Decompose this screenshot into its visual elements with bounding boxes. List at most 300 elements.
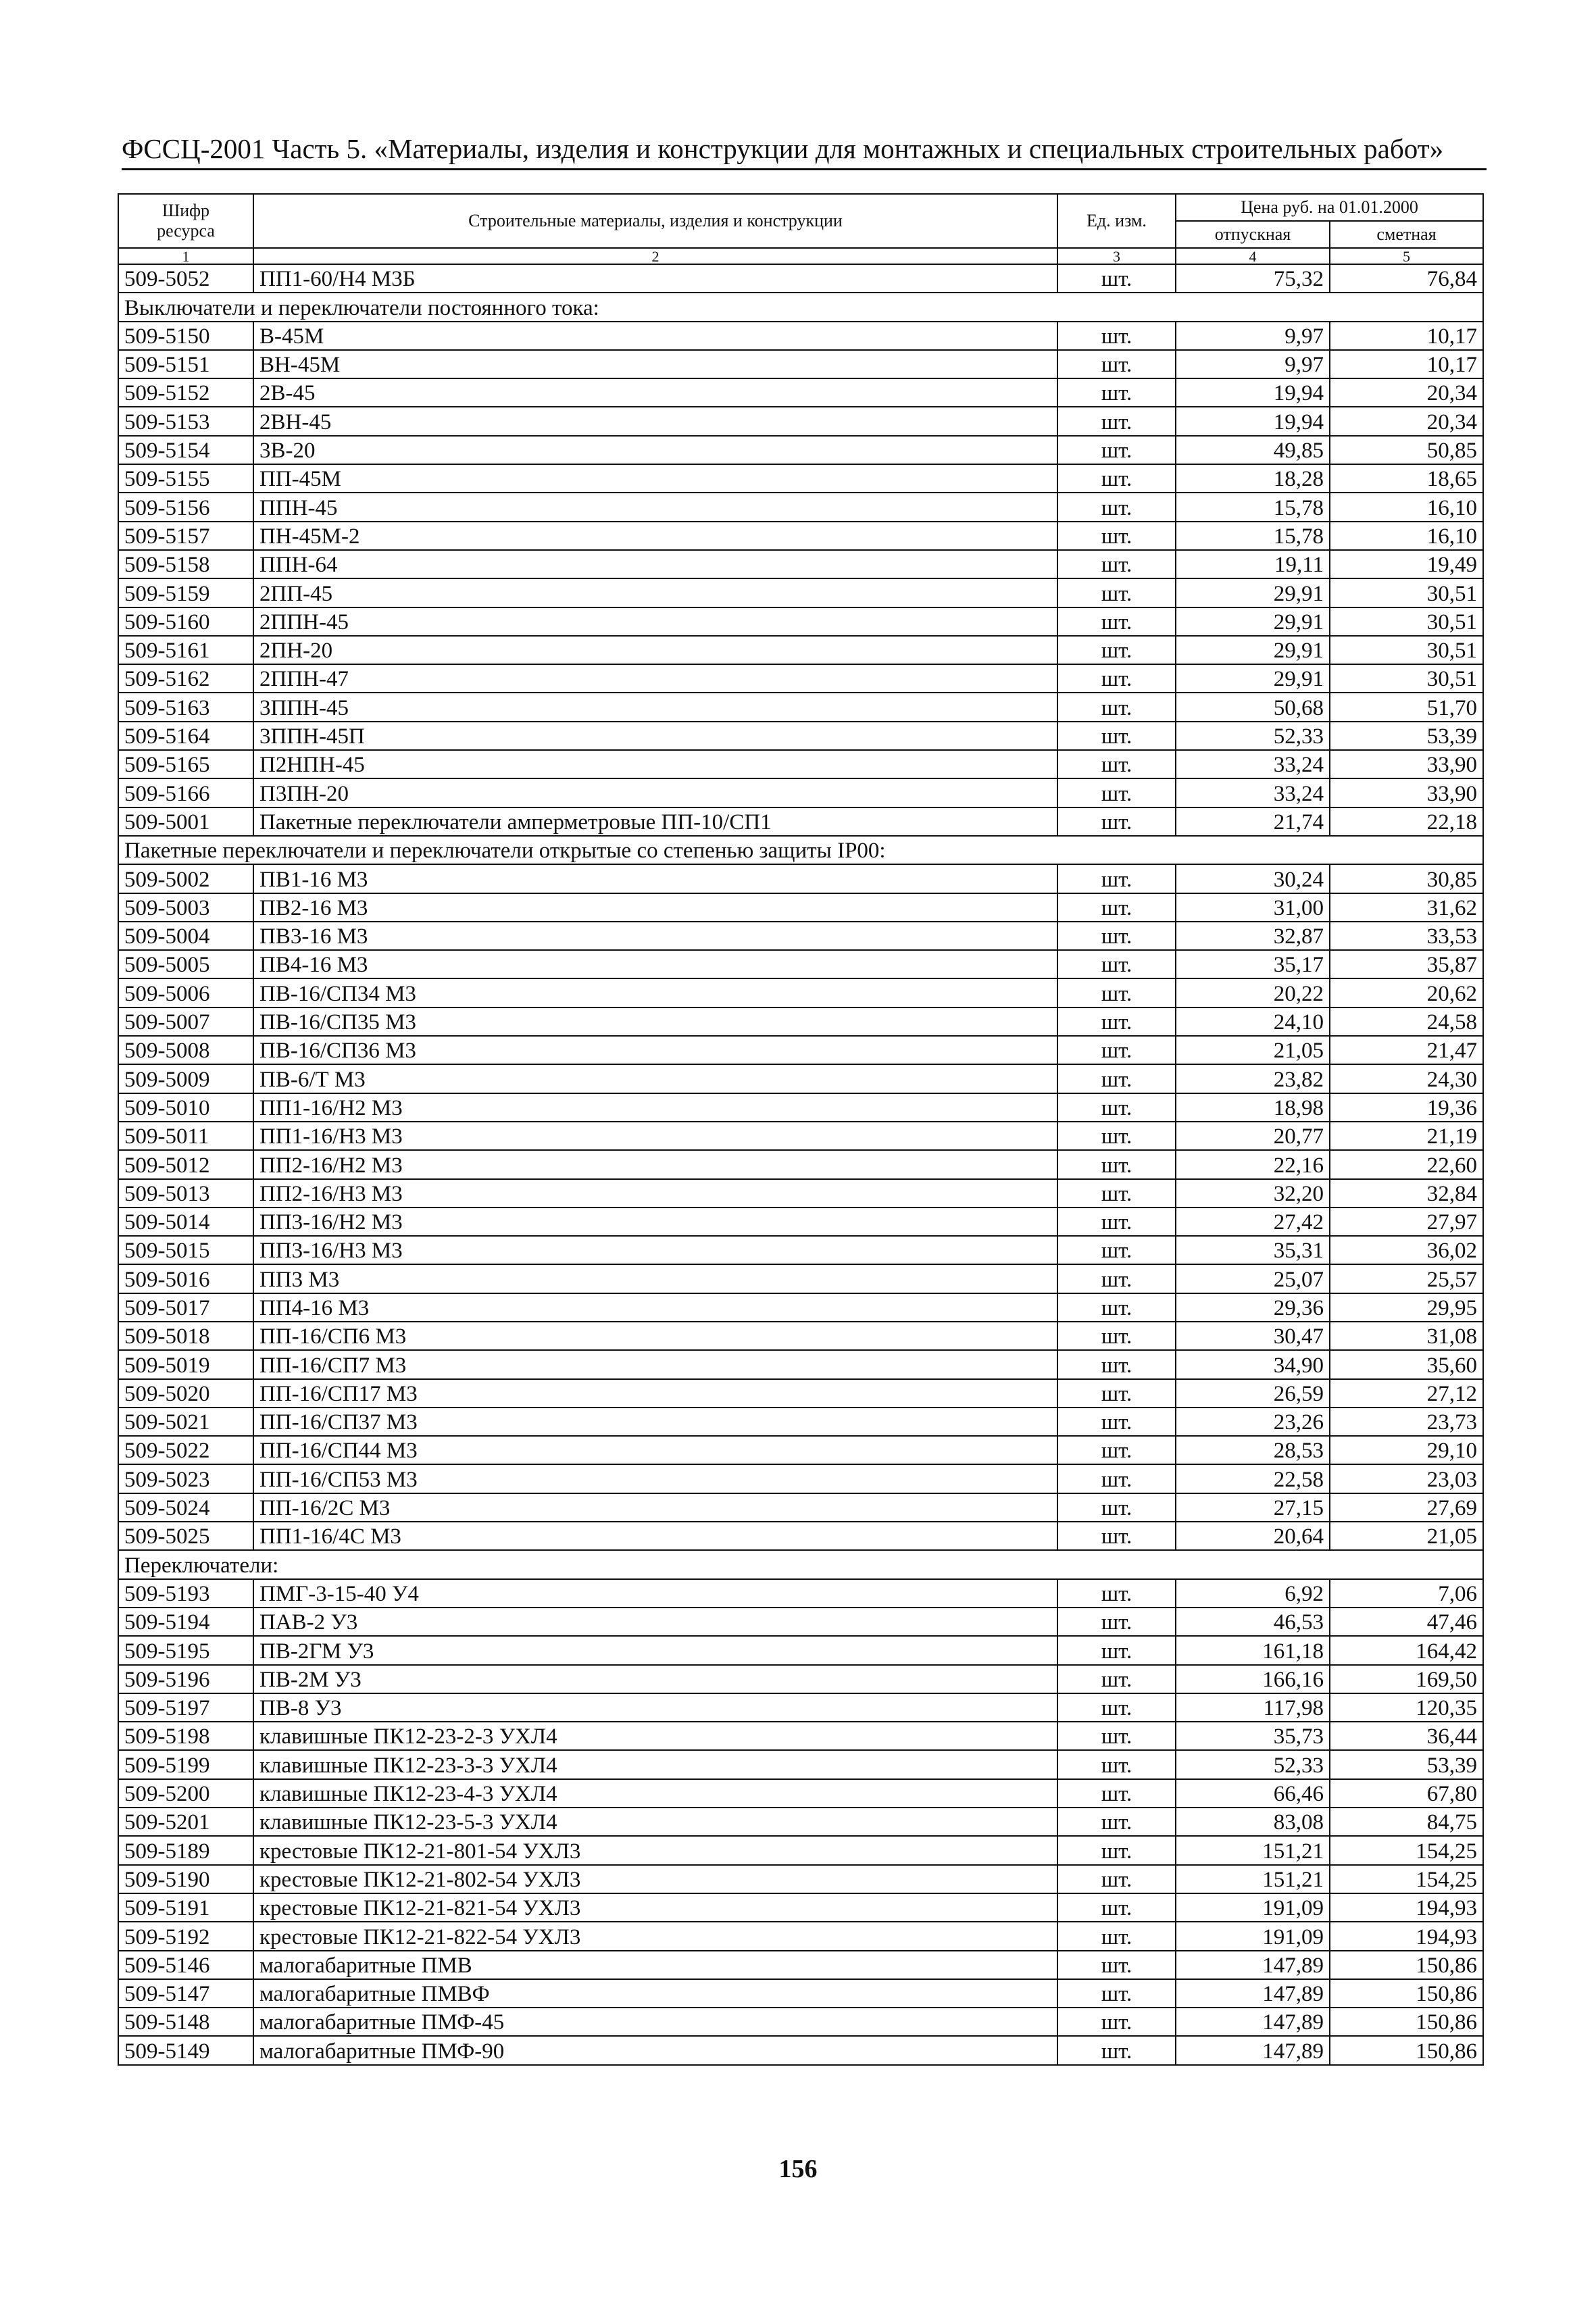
header-code: Шифр ресурса [118, 194, 253, 248]
resource-code: 509-5001 [118, 807, 253, 836]
estimate-price: 67,80 [1330, 1779, 1483, 1808]
table-row [118, 550, 1483, 578]
table-row [118, 1379, 1483, 1408]
estimate-price: 29,95 [1330, 1293, 1483, 1322]
resource-code: 509-5052 [118, 264, 253, 293]
resource-code: 509-5002 [118, 864, 253, 893]
resource-name: ПП-45М [253, 464, 1057, 493]
release-price: 147,89 [1176, 2036, 1330, 2064]
estimate-price: 24,58 [1330, 1007, 1483, 1036]
resource-name: ППН-64 [253, 550, 1057, 578]
resource-name: ПВ-16/СП35 М3 [253, 1007, 1057, 1036]
resource-code: 509-5010 [118, 1093, 253, 1122]
release-price: 31,00 [1176, 893, 1330, 922]
resource-name: ПП1-60/Н4 М3Б [253, 264, 1057, 293]
unit-cell: шт. [1057, 778, 1176, 807]
unit-cell: шт. [1057, 1779, 1176, 1808]
release-price: 25,07 [1176, 1264, 1330, 1293]
column-number: 5 [1330, 248, 1483, 264]
unit-cell: шт. [1057, 1036, 1176, 1064]
release-price: 22,16 [1176, 1150, 1330, 1178]
unit-cell: шт. [1057, 436, 1176, 464]
resource-name: 3ППН-45 [253, 693, 1057, 721]
estimate-price: 50,85 [1330, 436, 1483, 464]
release-price: 161,18 [1176, 1636, 1330, 1664]
unit-cell: шт. [1057, 1865, 1176, 1893]
resource-code: 509-5006 [118, 978, 253, 1007]
unit-cell: шт. [1057, 1264, 1176, 1293]
column-number: 1 [118, 248, 253, 264]
estimate-price: 194,93 [1330, 1893, 1483, 1922]
section-row [118, 293, 1483, 321]
header-name: Строительные материалы, изделия и конструкции [253, 194, 1057, 248]
estimate-price: 33,90 [1330, 750, 1483, 778]
unit-cell: шт. [1057, 1379, 1176, 1408]
header-rule [122, 168, 1487, 170]
release-price: 35,73 [1176, 1722, 1330, 1750]
unit-cell: шт. [1057, 1093, 1176, 1122]
table-row [118, 1808, 1483, 1836]
resource-code: 509-5024 [118, 1493, 253, 1522]
estimate-price: 25,57 [1330, 1264, 1483, 1293]
table-row [118, 1750, 1483, 1778]
release-price: 35,31 [1176, 1236, 1330, 1264]
release-price: 151,21 [1176, 1836, 1330, 1864]
table-row [118, 1208, 1483, 1236]
unit-cell: шт. [1057, 1922, 1176, 1950]
resource-code: 509-5008 [118, 1036, 253, 1064]
resource-name: ПП3-16/Н2 М3 [253, 1208, 1057, 1236]
table-row [118, 864, 1483, 893]
release-price: 28,53 [1176, 1436, 1330, 1464]
estimate-price: 19,36 [1330, 1093, 1483, 1122]
table-row [118, 1493, 1483, 1522]
resource-code: 509-5015 [118, 1236, 253, 1264]
resource-name: 2ВН-45 [253, 407, 1057, 435]
release-price: 117,98 [1176, 1693, 1330, 1722]
release-price: 23,26 [1176, 1408, 1330, 1436]
table-row [118, 664, 1483, 693]
unit-cell: шт. [1057, 950, 1176, 978]
resource-code: 509-5191 [118, 1893, 253, 1922]
resource-code: 509-5163 [118, 693, 253, 721]
unit-cell: шт. [1057, 636, 1176, 664]
release-price: 66,46 [1176, 1779, 1330, 1808]
unit-cell: шт. [1057, 493, 1176, 521]
estimate-price: 30,85 [1330, 864, 1483, 893]
release-price: 29,91 [1176, 607, 1330, 636]
resource-name: ПП-16/СП37 М3 [253, 1408, 1057, 1436]
unit-cell: шт. [1057, 1951, 1176, 1979]
estimate-price: 19,49 [1330, 550, 1483, 578]
resource-name: малогабаритные ПМВФ [253, 1979, 1057, 2008]
resource-code: 509-5161 [118, 636, 253, 664]
table-row [118, 407, 1483, 435]
resource-code: 509-5156 [118, 493, 253, 521]
estimate-price: 154,25 [1330, 1836, 1483, 1864]
release-price: 32,20 [1176, 1179, 1330, 1208]
resource-code: 509-5148 [118, 2008, 253, 2036]
estimate-price: 154,25 [1330, 1865, 1483, 1893]
resource-code: 509-5021 [118, 1408, 253, 1436]
release-price: 6,92 [1176, 1579, 1330, 1608]
estimate-price: 30,51 [1330, 664, 1483, 693]
table-row [118, 607, 1483, 636]
estimate-price: 21,47 [1330, 1036, 1483, 1064]
estimate-price: 27,69 [1330, 1493, 1483, 1522]
section-title: Выключатели и переключатели постоянного тока: [118, 293, 1483, 321]
table-row [118, 778, 1483, 807]
release-price: 21,05 [1176, 1036, 1330, 1064]
resource-name: В-45М [253, 322, 1057, 350]
unit-cell: шт. [1057, 522, 1176, 550]
unit-cell: шт. [1057, 1493, 1176, 1522]
table-row [118, 1579, 1483, 1608]
release-price: 30,47 [1176, 1322, 1330, 1350]
table-row [118, 1408, 1483, 1436]
estimate-price: 150,86 [1330, 1979, 1483, 2008]
resource-code: 509-5197 [118, 1693, 253, 1722]
table-row [118, 1636, 1483, 1664]
release-price: 33,24 [1176, 778, 1330, 807]
resource-name: малогабаритные ПМВ [253, 1951, 1057, 1979]
resource-name: ПП3-16/Н3 М3 [253, 1236, 1057, 1264]
table-row [118, 1122, 1483, 1150]
resource-name: 3В-20 [253, 436, 1057, 464]
resource-name: ПП-16/СП7 М3 [253, 1350, 1057, 1378]
resource-code: 509-5149 [118, 2036, 253, 2064]
resource-code: 509-5165 [118, 750, 253, 778]
unit-cell: шт. [1057, 1808, 1176, 1836]
estimate-price: 21,19 [1330, 1122, 1483, 1150]
resource-name: ПП-16/2С М3 [253, 1493, 1057, 1522]
resource-name: клавишные ПК12-23-5-3 УХЛ4 [253, 1808, 1057, 1836]
table-body [118, 264, 1483, 2065]
release-price: 22,58 [1176, 1464, 1330, 1493]
resource-name: ПП1-16/4С М3 [253, 1522, 1057, 1550]
header-unit: Ед. изм. [1057, 194, 1176, 248]
resource-code: 509-5025 [118, 1522, 253, 1550]
resource-name: ПВ3-16 М3 [253, 922, 1057, 950]
resource-code: 509-5193 [118, 1579, 253, 1608]
unit-cell: шт. [1057, 1236, 1176, 1264]
unit-cell: шт. [1057, 664, 1176, 693]
release-price: 83,08 [1176, 1808, 1330, 1836]
table-row [118, 522, 1483, 550]
section-title: Пакетные переключатели и переключатели открытые со степенью защиты IP00: [118, 836, 1483, 864]
table-row [118, 1264, 1483, 1293]
table-row [118, 1979, 1483, 2008]
unit-cell: шт. [1057, 1122, 1176, 1150]
table-row [118, 436, 1483, 464]
unit-cell: шт. [1057, 864, 1176, 893]
resource-code: 509-5192 [118, 1922, 253, 1950]
table-row [118, 950, 1483, 978]
estimate-price: 24,30 [1330, 1064, 1483, 1093]
table-row [118, 1464, 1483, 1493]
unit-cell: шт. [1057, 750, 1176, 778]
estimate-price: 31,62 [1330, 893, 1483, 922]
resource-code: 509-5155 [118, 464, 253, 493]
unit-cell: шт. [1057, 1636, 1176, 1664]
release-price: 46,53 [1176, 1608, 1330, 1636]
resource-code: 509-5153 [118, 407, 253, 435]
resource-code: 509-5198 [118, 1722, 253, 1750]
unit-cell: шт. [1057, 1350, 1176, 1378]
resource-code: 509-5200 [118, 1779, 253, 1808]
table-row [118, 922, 1483, 950]
table-row [118, 1179, 1483, 1208]
resource-name: клавишные ПК12-23-2-3 УХЛ4 [253, 1722, 1057, 1750]
table-row [118, 2036, 1483, 2064]
resource-code: 509-5157 [118, 522, 253, 550]
table-row [118, 1865, 1483, 1893]
resource-code: 509-5195 [118, 1636, 253, 1664]
resource-name: ВН-45М [253, 350, 1057, 378]
estimate-price: 169,50 [1330, 1665, 1483, 1693]
table-row [118, 1722, 1483, 1750]
estimate-price: 84,75 [1330, 1808, 1483, 1836]
table-row [118, 1693, 1483, 1722]
estimate-price: 7,06 [1330, 1579, 1483, 1608]
table-row [118, 978, 1483, 1007]
resource-code: 509-5016 [118, 1264, 253, 1293]
table-row [118, 1293, 1483, 1322]
table-head [118, 194, 1483, 264]
table-row [118, 1779, 1483, 1808]
release-price: 191,09 [1176, 1893, 1330, 1922]
resource-name: ПВ-2М У3 [253, 1665, 1057, 1693]
release-price: 26,59 [1176, 1379, 1330, 1408]
resource-name: ПП4-16 М3 [253, 1293, 1057, 1322]
column-number: 2 [253, 248, 1057, 264]
resource-name: ПП2-16/Н2 М3 [253, 1150, 1057, 1178]
resource-code: 509-5189 [118, 1836, 253, 1864]
release-price: 75,32 [1176, 264, 1330, 293]
resource-name: ПВ-16/СП36 М3 [253, 1036, 1057, 1064]
section-title: Переключатели: [118, 1550, 1483, 1578]
release-price: 35,17 [1176, 950, 1330, 978]
table-row [118, 1522, 1483, 1550]
table-row [118, 1322, 1483, 1350]
estimate-price: 150,86 [1330, 1951, 1483, 1979]
release-price: 29,91 [1176, 578, 1330, 607]
estimate-price: 16,10 [1330, 493, 1483, 521]
table-row [118, 893, 1483, 922]
unit-cell: шт. [1057, 1293, 1176, 1322]
table-row [118, 578, 1483, 607]
table-row [118, 750, 1483, 778]
resource-code: 509-5005 [118, 950, 253, 978]
resource-name: ПП-16/СП6 М3 [253, 1322, 1057, 1350]
release-price: 24,10 [1176, 1007, 1330, 1036]
resource-code: 509-5009 [118, 1064, 253, 1093]
resource-name: ППН-45 [253, 493, 1057, 521]
resource-name: крестовые ПК12-21-822-54 УХЛ3 [253, 1922, 1057, 1950]
estimate-price: 22,18 [1330, 807, 1483, 836]
unit-cell: шт. [1057, 264, 1176, 293]
resource-name: ПВ4-16 М3 [253, 950, 1057, 978]
estimate-price: 27,12 [1330, 1379, 1483, 1408]
estimate-price: 76,84 [1330, 264, 1483, 293]
resource-code: 509-5151 [118, 350, 253, 378]
section-row [118, 1550, 1483, 1578]
table-row [118, 1236, 1483, 1264]
release-price: 19,94 [1176, 378, 1330, 407]
estimate-price: 20,34 [1330, 378, 1483, 407]
release-price: 29,91 [1176, 664, 1330, 693]
resource-name: малогабаритные ПМФ-45 [253, 2008, 1057, 2036]
release-price: 29,36 [1176, 1293, 1330, 1322]
estimate-price: 23,03 [1330, 1464, 1483, 1493]
unit-cell: шт. [1057, 1007, 1176, 1036]
resource-name: ПН-45М-2 [253, 522, 1057, 550]
release-price: 19,11 [1176, 550, 1330, 578]
table-row [118, 1436, 1483, 1464]
release-price: 151,21 [1176, 1865, 1330, 1893]
resource-name: 2ППН-45 [253, 607, 1057, 636]
resource-code: 509-5023 [118, 1464, 253, 1493]
resource-name: ПВ-8 У3 [253, 1693, 1057, 1722]
unit-cell: шт. [1057, 322, 1176, 350]
release-price: 147,89 [1176, 2008, 1330, 2036]
estimate-price: 23,73 [1330, 1408, 1483, 1436]
estimate-price: 29,10 [1330, 1436, 1483, 1464]
unit-cell: шт. [1057, 607, 1176, 636]
resource-name: ПП-16/СП44 М3 [253, 1436, 1057, 1464]
resource-code: 509-5152 [118, 378, 253, 407]
resource-code: 509-5190 [118, 1865, 253, 1893]
page-number: 156 [778, 2155, 818, 2183]
resource-name: 2В-45 [253, 378, 1057, 407]
unit-cell: шт. [1057, 978, 1176, 1007]
unit-cell: шт. [1057, 2008, 1176, 2036]
resource-name: Пакетные переключатели амперметровые ПП-10/СП1 [253, 807, 1057, 836]
resource-name: крестовые ПК12-21-821-54 УХЛ3 [253, 1893, 1057, 1922]
unit-cell: шт. [1057, 1179, 1176, 1208]
estimate-price: 51,70 [1330, 693, 1483, 721]
table-row [118, 264, 1483, 293]
release-price: 147,89 [1176, 1979, 1330, 2008]
release-price: 15,78 [1176, 493, 1330, 521]
unit-cell: шт. [1057, 693, 1176, 721]
release-price: 20,77 [1176, 1122, 1330, 1150]
resource-name: 2ППН-47 [253, 664, 1057, 693]
resource-name: ПП1-16/Н2 М3 [253, 1093, 1057, 1122]
release-price: 52,33 [1176, 722, 1330, 750]
unit-cell: шт. [1057, 1436, 1176, 1464]
unit-cell: шт. [1057, 1665, 1176, 1693]
resource-code: 509-5018 [118, 1322, 253, 1350]
release-price: 30,24 [1176, 864, 1330, 893]
estimate-price: 53,39 [1330, 722, 1483, 750]
column-number: 4 [1176, 248, 1330, 264]
resource-code: 509-5199 [118, 1750, 253, 1778]
unit-cell: шт. [1057, 807, 1176, 836]
release-price: 50,68 [1176, 693, 1330, 721]
table-row [118, 378, 1483, 407]
unit-cell: шт. [1057, 1836, 1176, 1864]
resource-name: крестовые ПК12-21-801-54 УХЛ3 [253, 1836, 1057, 1864]
resource-code: 509-5011 [118, 1122, 253, 1150]
estimate-price: 16,10 [1330, 522, 1483, 550]
estimate-price: 194,93 [1330, 1922, 1483, 1950]
resource-code: 509-5166 [118, 778, 253, 807]
release-price: 27,15 [1176, 1493, 1330, 1522]
release-price: 15,78 [1176, 522, 1330, 550]
resource-code: 509-5003 [118, 893, 253, 922]
unit-cell: шт. [1057, 1579, 1176, 1608]
table-row [118, 1665, 1483, 1693]
table-row [118, 722, 1483, 750]
header-release: отпускная [1176, 221, 1330, 248]
release-price: 166,16 [1176, 1665, 1330, 1693]
resource-code: 509-5194 [118, 1608, 253, 1636]
resource-name: ПВ-6/Т М3 [253, 1064, 1057, 1093]
table-row [118, 807, 1483, 836]
resource-code: 509-5007 [118, 1007, 253, 1036]
release-price: 23,82 [1176, 1064, 1330, 1093]
unit-cell: шт. [1057, 1464, 1176, 1493]
resource-code: 509-5017 [118, 1293, 253, 1322]
unit-cell: шт. [1057, 1979, 1176, 2008]
unit-cell: шт. [1057, 1208, 1176, 1236]
resource-name: ПМГ-3-15-40 У4 [253, 1579, 1057, 1608]
resource-code: 509-5014 [118, 1208, 253, 1236]
table-row [118, 1893, 1483, 1922]
estimate-price: 33,90 [1330, 778, 1483, 807]
resource-code: 509-5013 [118, 1179, 253, 1208]
resource-name: ПАВ-2 У3 [253, 1608, 1057, 1636]
estimate-price: 47,46 [1330, 1608, 1483, 1636]
estimate-price: 33,53 [1330, 922, 1483, 950]
table-row [118, 1150, 1483, 1178]
resource-code: 509-5160 [118, 607, 253, 636]
resource-name: 3ППН-45П [253, 722, 1057, 750]
resource-name: ПП2-16/Н3 М3 [253, 1179, 1057, 1208]
table-row [118, 464, 1483, 493]
unit-cell: шт. [1057, 1150, 1176, 1178]
estimate-price: 27,97 [1330, 1208, 1483, 1236]
unit-cell: шт. [1057, 578, 1176, 607]
resource-name: ПВ-16/СП34 М3 [253, 978, 1057, 1007]
unit-cell: шт. [1057, 1722, 1176, 1750]
unit-cell: шт. [1057, 922, 1176, 950]
resource-code: 509-5201 [118, 1808, 253, 1836]
estimate-price: 30,51 [1330, 636, 1483, 664]
unit-cell: шт. [1057, 1408, 1176, 1436]
resource-name: ПВ2-16 М3 [253, 893, 1057, 922]
release-price: 20,22 [1176, 978, 1330, 1007]
resource-name: П3ПН-20 [253, 778, 1057, 807]
table-row [118, 1836, 1483, 1864]
unit-cell: шт. [1057, 893, 1176, 922]
resource-code: 509-5004 [118, 922, 253, 950]
unit-cell: шт. [1057, 1893, 1176, 1922]
unit-cell: шт. [1057, 2036, 1176, 2064]
estimate-price: 30,51 [1330, 578, 1483, 607]
unit-cell: шт. [1057, 722, 1176, 750]
header-price-group: Цена руб. на 01.01.2000 [1176, 194, 1483, 221]
table-row [118, 1951, 1483, 1979]
table-row [118, 1608, 1483, 1636]
table-row [118, 1064, 1483, 1093]
section-row [118, 836, 1483, 864]
resource-code: 509-5020 [118, 1379, 253, 1408]
release-price: 20,64 [1176, 1522, 1330, 1550]
resource-code: 509-5159 [118, 578, 253, 607]
resource-code: 509-5158 [118, 550, 253, 578]
